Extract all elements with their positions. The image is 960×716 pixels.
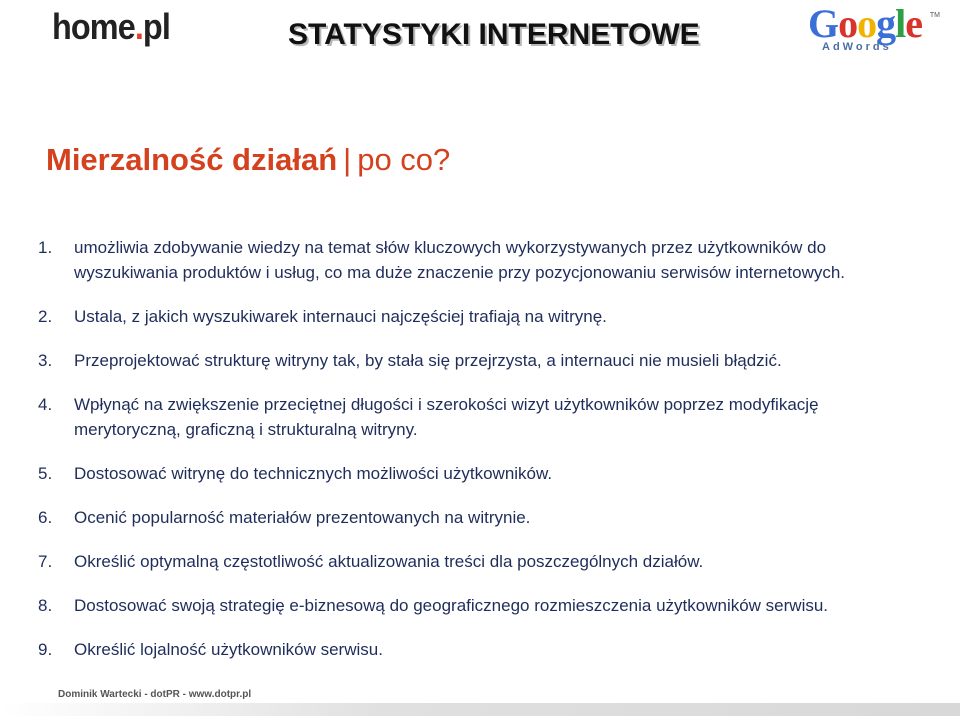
google-letter-e: e <box>905 1 923 46</box>
list-item <box>38 235 918 285</box>
trademark-mark: TM <box>929 12 940 19</box>
google-letter-o2: o <box>857 1 877 46</box>
list-item <box>38 461 918 486</box>
home-pl-logo <box>52 6 170 48</box>
list-item-number: 2. <box>38 307 53 326</box>
google-letter-g: g <box>876 1 896 46</box>
list-item-number: 8. <box>38 596 53 615</box>
list-item-text: Przeprojektować strukturę witryny tak, by stała się przejrzysta, a internauci nie musieli błądzić. <box>74 351 782 370</box>
google-letter-g-cap: G <box>808 1 839 46</box>
list-item-text: Określić lojalność użytkowników serwisu. <box>74 640 383 659</box>
list-item-number: 7. <box>38 552 53 571</box>
google-letter-l: l <box>895 1 906 46</box>
subtitle-question: po co? <box>357 142 451 177</box>
google-adwords-logo <box>808 1 940 56</box>
list-item-text: Ocenić popularność materiałów prezentowanych na witrynie. <box>74 508 531 527</box>
subtitle-main: Mierzalność działań <box>46 142 338 177</box>
google-wordmark <box>808 1 938 46</box>
list-item-text: Dostosować witrynę do technicznych możliwości użytkowników. <box>74 464 553 483</box>
logo-home-main: home <box>52 6 135 47</box>
list-item-text: Ustala, z jakich wyszukiwarek internauci najczęściej trafiają na witrynę. <box>74 307 607 326</box>
list-item <box>38 392 918 442</box>
list-item-text: umożliwia zdobywanie wiedzy na temat słów kluczowych wykorzystywanych przez użytkowników do wyszukiwania produktów i usług, co ma duże znaczenie przy pozycjonowaniu serwisów internetowych. <box>74 238 846 282</box>
footer-gradient-bar <box>0 703 960 716</box>
list-item <box>38 637 918 662</box>
list-item <box>38 549 918 574</box>
list-item <box>38 505 918 530</box>
logo-home-dot: . <box>134 6 143 47</box>
list-item <box>38 348 918 373</box>
list-item-number: 6. <box>38 508 53 527</box>
list-item <box>38 304 918 329</box>
list-item-number: 3. <box>38 351 53 370</box>
list-item-text: Dostosować swoją strategię e-biznesową do geograficznego rozmieszczenia użytkowników serwisu. <box>74 596 829 615</box>
list-item <box>38 593 918 618</box>
google-letter-o1: o <box>838 1 858 46</box>
list-item-number: 1. <box>38 238 53 257</box>
list-item-number: 9. <box>38 640 53 659</box>
page-title: STATYSTYKI INTERNETOWE <box>288 18 700 51</box>
footer-credit: Dominik Wartecki - dotPR - www.dotpr.pl <box>58 689 252 700</box>
adwords-label: AdWords <box>822 41 892 53</box>
statistics-benefits-list <box>38 235 918 681</box>
list-item-number: 4. <box>38 395 53 414</box>
list-item-number: 5. <box>38 464 53 483</box>
section-subtitle <box>46 142 450 178</box>
logo-home-tld: pl <box>142 6 170 47</box>
list-item-text: Określić optymalną częstotliwość aktualizowania treści dla poszczególnych działów. <box>74 552 704 571</box>
list-item-text: Wpłynąć na zwiększenie przeciętnej długości i szerokości wizyt użytkowników poprzez modyfikację merytoryczną, graficzną i strukturalną witryny. <box>74 395 819 439</box>
subtitle-separator: | <box>343 142 352 177</box>
